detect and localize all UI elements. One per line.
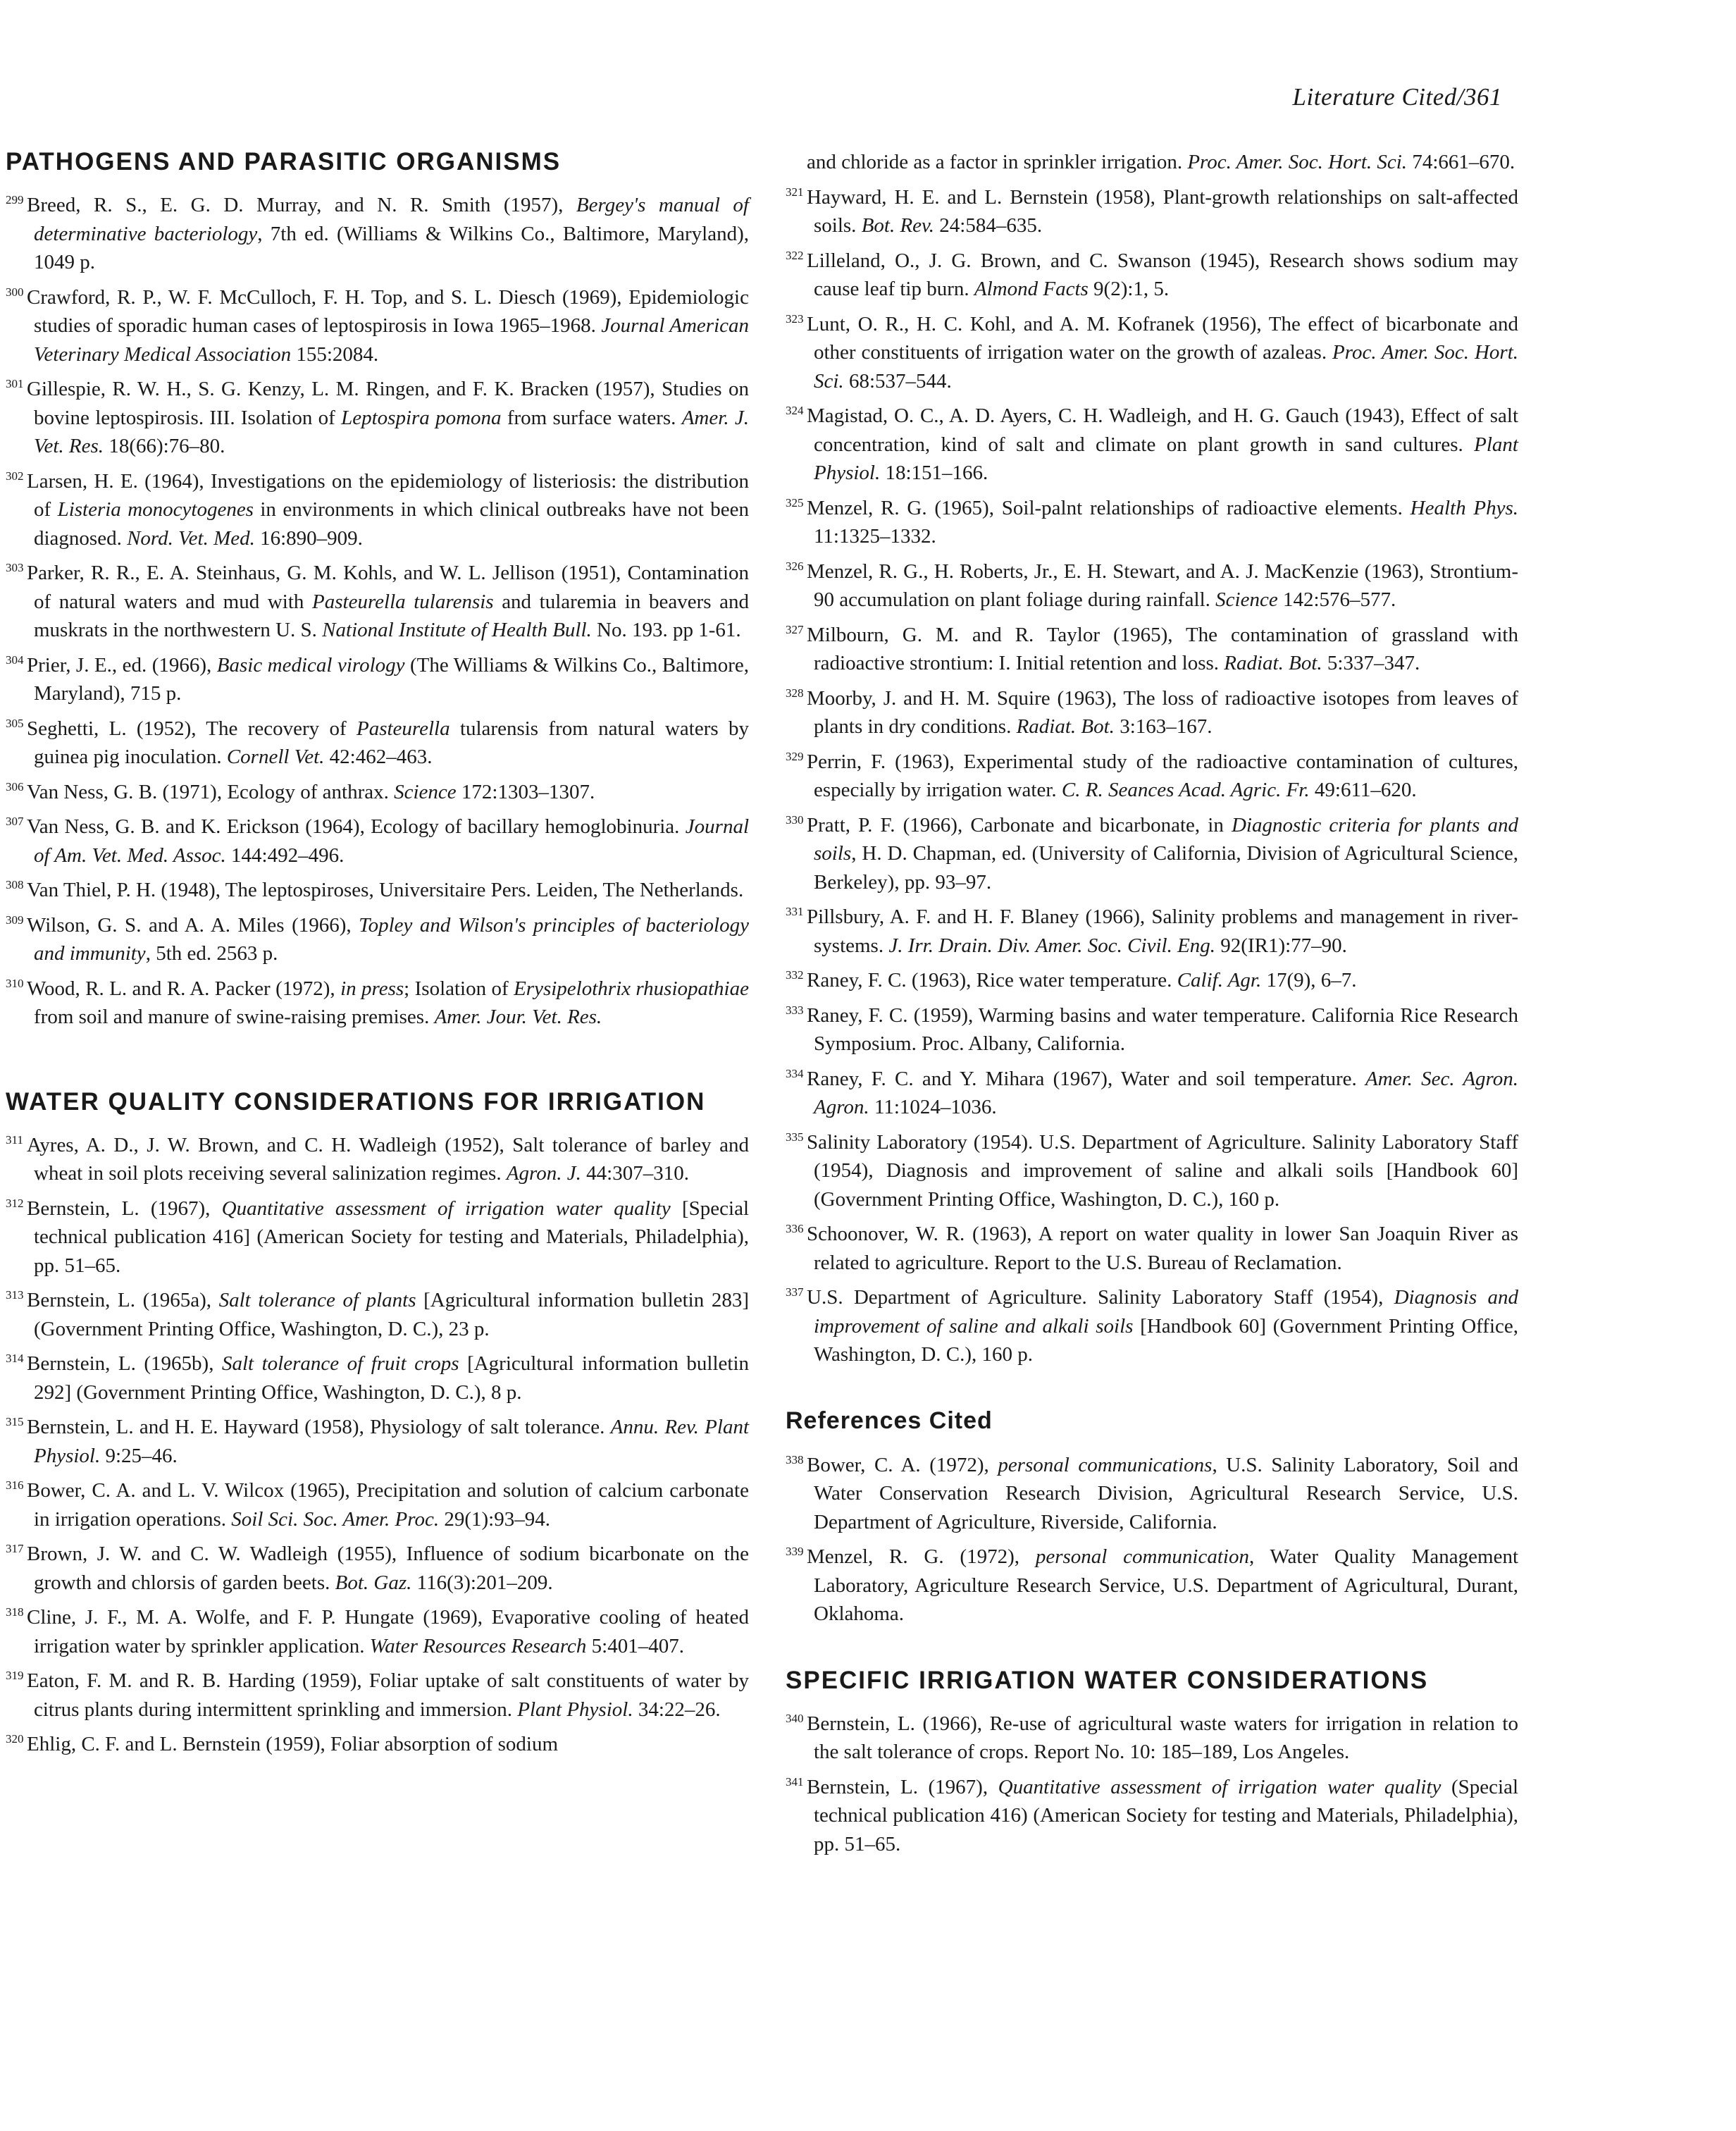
- reference-text: Lunt, O. R., H. C. Kohl, and A. M. Kofranek (1956), The effect of bicarbonate and other constituents of irrigation water on the growth of azaleas.: [807, 312, 1518, 364]
- section-title-specific-irrigation: SPECIFIC IRRIGATION WATER CONSIDERATIONS: [786, 1666, 1429, 1694]
- reference-number: 331: [786, 905, 804, 918]
- reference-number: 330: [786, 813, 804, 827]
- reference-text: Pillsbury, A. F. and H. F. Blaney (1966), Salinity problems and management in river-systems.: [807, 906, 1518, 957]
- reference-text: and tularemia in beavers and muskrats in the northwestern U. S.: [34, 590, 749, 641]
- reference-text: Menzel, R. G. (1965), Soil-palnt relationships of radioactive elements.: [807, 496, 1410, 519]
- reference-entry: [6, 646, 749, 708]
- reference-number: 314: [6, 1352, 24, 1365]
- reference-italic-text: Diagnostic criteria for plants and soils: [814, 813, 1518, 865]
- reference-text: 144:492–496.: [225, 844, 345, 867]
- reference-italic-text: Journal American Veterinary Medical Association: [34, 314, 749, 366]
- reference-number: 324: [786, 404, 804, 417]
- reference-text: Wood, R. L. and R. A. Packer (1972),: [27, 977, 341, 1000]
- reference-italic-text: Pasteurella: [356, 717, 450, 740]
- reference-entry: [6, 186, 749, 277]
- reference-list-water-quality: [6, 1126, 749, 1759]
- reference-entry: [786, 397, 1518, 488]
- reference-entry: [786, 1278, 1518, 1369]
- reference-number: 327: [786, 622, 804, 636]
- reference-text: 34:22–26.: [633, 1698, 721, 1721]
- reference-entry: [786, 961, 1518, 995]
- reference-entry: [6, 1408, 749, 1470]
- reference-entry: [6, 773, 749, 807]
- reference-text: Ehlig, C. F. and L. Bernstein (1959), Foliar absorption of sodium: [27, 1733, 559, 1755]
- reference-italic-text: Nord. Vet. Med.: [127, 526, 255, 550]
- reference-text: Perrin, F. (1963), Experimental study of the radioactive contamination of cultures, especially by irrigation water.: [807, 750, 1518, 801]
- reference-text: Gillespie, R. W. H., S. G. Kenzy, L. M. Ringen, and F. K. Bracken (1957), Studies on bovine leptospirosis. III. Isolation of: [27, 378, 749, 429]
- reference-text: 5:401–407.: [586, 1634, 684, 1657]
- reference-text: [Agricultural information bulletin 283] (Government Printing Office, Washington, D. C.), 23 p.: [34, 1289, 749, 1340]
- reference-entry: [6, 1190, 749, 1280]
- reference-italic-text: C. R. Seances Acad. Agric. Fr.: [1061, 779, 1310, 801]
- reference-italic-text: Amer. Sec. Agron. Agron.: [814, 1067, 1518, 1118]
- reference-text: Moorby, J. and H. M. Squire (1963), The loss of radioactive isotopes from leaves of plants in dry conditions.: [807, 686, 1518, 738]
- reference-number: 335: [786, 1130, 804, 1144]
- reference-text: Bower, C. A. and L. V. Wilcox (1965), Precipitation and solution of calcium carbonate in irrigation operations.: [27, 1479, 749, 1531]
- reference-text: Bernstein, L. and H. E. Hayward (1958), Physiology of salt tolerance.: [27, 1416, 611, 1438]
- reference-text: [Special technical publication 416] (American Society for testing and Materials, Philadelphia), pp. 51–65.: [34, 1197, 749, 1277]
- reference-text: (The Williams & Wilkins Co., Baltimore, Maryland), 715 p.: [34, 653, 749, 705]
- reference-list-pathogens: [6, 186, 749, 1032]
- reference-number: 312: [6, 1196, 24, 1210]
- reference-italic-text: Proc. Amer. Soc. Hort. Sci.: [814, 341, 1519, 393]
- reference-entry: [6, 1725, 749, 1759]
- reference-italic-text: Bot. Gaz.: [335, 1571, 412, 1594]
- reference-text: 68:537–544.: [843, 369, 952, 393]
- reference-text: Bernstein, L. (1965a),: [27, 1289, 219, 1311]
- reference-italic-text: Amer. Jour. Vet. Res.: [434, 1006, 602, 1028]
- reference-number: 313: [6, 1288, 24, 1302]
- reference-text: Cline, J. F., M. A. Wolfe, and F. P. Hungate (1969), Evaporative cooling of heated irrigation water by sprinkler application.: [27, 1606, 749, 1657]
- reference-number: 328: [786, 686, 804, 700]
- reference-number: 339: [786, 1545, 804, 1558]
- reference-entry: [786, 1705, 1518, 1767]
- reference-entry: [6, 808, 749, 870]
- reference-number: 322: [786, 248, 804, 262]
- reference-italic-text: Erysipelothrix rhusiopathiae: [514, 977, 749, 1000]
- reference-italic-text: Pasteurella tularensis: [312, 590, 494, 613]
- reference-number: 332: [786, 968, 804, 982]
- reference-italic-text: Radiat. Bot.: [1016, 715, 1115, 738]
- reference-text: Hayward, H. E. and L. Bernstein (1958), Plant-growth relationships on salt-affected soils.: [807, 185, 1518, 237]
- reference-italic-text: Quantitative assessment of irrigation water quality: [221, 1197, 671, 1220]
- reference-entry: [786, 1538, 1518, 1629]
- reference-number: 304: [6, 653, 24, 667]
- reference-entry: [6, 1535, 749, 1597]
- reference-text: Menzel, R. G., H. Roberts, Jr., E. H. Stewart, and A. J. MacKenzie (1963), Strontium-90 accumulation on plant foliage during rainfall.: [807, 560, 1518, 611]
- reference-text: 92(IR1):77–90.: [1215, 934, 1347, 957]
- reference-text: Breed, R. S., E. G. D. Murray, and N. R. Smith (1957),: [27, 194, 576, 216]
- reference-entry: [786, 616, 1518, 678]
- reference-number: 302: [6, 469, 24, 483]
- reference-entry: [6, 871, 749, 905]
- reference-entry: [6, 1345, 749, 1407]
- reference-entry: [6, 970, 749, 1032]
- reference-italic-text: personal communication: [1035, 1545, 1249, 1568]
- reference-italic-text: Soil Sci. Soc. Amer. Proc.: [231, 1507, 440, 1531]
- reference-text: 172:1303–1307.: [456, 780, 595, 803]
- reference-number: 303: [6, 561, 24, 574]
- reference-text: Raney, F. C. and Y. Mihara (1967), Water and soil temperature.: [807, 1067, 1365, 1090]
- reference-text: [Handbook 60] (Government Printing Office, Washington, D. C.), 160 p.: [814, 1314, 1518, 1366]
- reference-number: 317: [6, 1542, 24, 1555]
- reference-entry: [786, 743, 1518, 805]
- reference-text: 9(2):1, 5.: [1088, 278, 1170, 300]
- reference-text: 9:25–46.: [100, 1444, 178, 1467]
- reference-entry: [786, 1215, 1518, 1277]
- reference-text: 24:584–635.: [934, 214, 1043, 237]
- reference-number: 333: [786, 1003, 804, 1017]
- reference-text: and chloride as a factor in sprinkler irrigation.: [807, 151, 1188, 173]
- reference-text: 49:611–620.: [1309, 779, 1417, 801]
- reference-number: 299: [6, 193, 24, 206]
- reference-italic-text: Quantitative assessment of irrigation water quality: [998, 1775, 1442, 1798]
- reference-number: 319: [6, 1669, 24, 1682]
- reference-text: Bernstein, L. (1967),: [27, 1197, 222, 1220]
- right-column: [786, 148, 1518, 1860]
- left-column: [6, 148, 749, 1760]
- reference-text: 44:307–310.: [581, 1162, 689, 1185]
- reference-italic-text: Journal of Am. Vet. Med. Assoc.: [34, 815, 749, 867]
- reference-number: 316: [6, 1478, 24, 1492]
- reference-number: 336: [786, 1222, 804, 1235]
- reference-number: 311: [6, 1132, 23, 1147]
- subsection-title-references-cited: References Cited: [786, 1407, 993, 1434]
- reference-text: , U.S. Salinity Laboratory, Soil and Water Conservation Research Division, Agricultural Research Service, U.S. Department of Agriculture, Riverside, California.: [814, 1453, 1518, 1533]
- reference-text: 18(66):76–80.: [104, 435, 225, 457]
- reference-italic-text: Calif. Agr.: [1177, 969, 1262, 992]
- reference-italic-text: Leptospira pomona: [341, 406, 502, 429]
- reference-italic-text: Science: [394, 780, 457, 803]
- reference-entry: [6, 1598, 749, 1660]
- reference-text: Wilson, G. S. and A. A. Miles (1966),: [27, 913, 359, 937]
- reference-entry: [786, 242, 1518, 304]
- reference-italic-text: Almond Facts: [974, 278, 1089, 300]
- reference-number: 315: [6, 1415, 24, 1428]
- reference-text: Van Ness, G. B. (1971), Ecology of anthrax.: [27, 780, 395, 803]
- reference-text: Parker, R. R., E. A. Steinhaus, G. M. Kohls, and W. L. Jellison (1951), Contamination of natural waters and mud with: [27, 562, 749, 613]
- reference-number: 307: [6, 815, 24, 828]
- reference-italic-text: Bot. Rev.: [861, 214, 935, 237]
- reference-text: Larsen, H. E. (1964), Investigations on the epidemiology of listeriosis: the distribution of: [27, 469, 749, 521]
- reference-text: , Water Quality Management Laboratory, Agriculture Research Service, U.S. Department of Agricultural, Durant, Oklahoma.: [814, 1545, 1519, 1625]
- reference-text: 11:1325–1332.: [814, 525, 936, 548]
- reference-text: Magistad, O. C., A. D. Ayers, C. H. Wadleigh, and H. G. Gauch (1943), Effect of salt concentration, kind of salt and climate on plant growth in sand cultures.: [807, 404, 1518, 456]
- reference-number: 318: [6, 1605, 24, 1619]
- reference-text: , 5th ed. 2563 p.: [145, 942, 278, 965]
- reference-number: 310: [6, 976, 24, 990]
- reference-text: (Special technical publication 416) (American Society for testing and Materials, Philadelphia), pp. 51–65.: [814, 1775, 1519, 1855]
- reference-text: Lilleland, O., J. G. Brown, and C. Swanson (1945), Research shows sodium may cause leaf tip burn.: [807, 249, 1518, 300]
- reference-text: Van Thiel, P. H. (1948), The leptospiroses, Universitaire Pers. Leiden, The Netherlands.: [27, 879, 744, 901]
- reference-italic-text: Cornell Vet.: [226, 746, 325, 768]
- running-head: Literature Cited/361: [1292, 83, 1502, 111]
- reference-text: Menzel, R. G. (1972),: [807, 1545, 1036, 1568]
- reference-text: Raney, F. C. (1959), Warming basins and water temperature. California Rice Research Symposium. Proc. Albany, California.: [807, 1003, 1518, 1055]
- reference-text: Bernstein, L. (1965b),: [27, 1352, 222, 1375]
- reference-number: 309: [6, 913, 24, 927]
- reference-entry: [6, 462, 749, 553]
- reference-list-references-cited: [786, 1446, 1518, 1629]
- reference-text: , H. D. Chapman, ed. (University of California, Division of Agricultural Science, Berkeley), pp. 93–97.: [814, 842, 1518, 894]
- reference-number: 300: [6, 285, 24, 299]
- reference-text: Pratt, P. F. (1966), Carbonate and bicarbonate, in: [807, 813, 1232, 836]
- reference-italic-text: Agron. J.: [506, 1162, 581, 1185]
- reference-text: in environments in which clinical outbreaks have not been diagnosed.: [34, 498, 749, 550]
- reference-italic-text: Proc. Amer. Soc. Hort. Sci.: [1187, 151, 1408, 173]
- reference-text: 42:462–463.: [324, 746, 433, 768]
- section-title-pathogens: PATHOGENS AND PARASITIC ORGANISMS: [6, 148, 562, 175]
- reference-entry: [6, 1126, 749, 1188]
- reference-number: 306: [6, 779, 24, 793]
- reference-text: U.S. Department of Agriculture. Salinity Laboratory Staff (1954),: [807, 1286, 1394, 1309]
- reference-text: Milbourn, G. M. and R. Taylor (1965), The contamination of grassland with radioactive strontium: I. Initial retention and loss.: [807, 623, 1518, 674]
- reference-number: 301: [6, 377, 24, 390]
- reference-entry: [786, 489, 1518, 551]
- reference-text: Bernstein, L. (1967),: [807, 1775, 998, 1798]
- reference-italic-text: Annu. Rev. Plant Physiol.: [34, 1416, 750, 1467]
- reference-entry: [6, 1662, 749, 1724]
- reference-text: Schoonover, W. R. (1963), A report on water quality in lower San Joaquin River as related to agriculture. Report to the U.S. Bureau of Reclamation.: [807, 1223, 1518, 1274]
- reference-italic-text: Plant Physiol.: [517, 1698, 633, 1721]
- reference-text: 17(9), 6–7.: [1261, 969, 1357, 992]
- reference-entry: [786, 552, 1518, 614]
- reference-text: No. 193. pp 1-61.: [591, 619, 741, 641]
- reference-entry: [786, 1123, 1518, 1214]
- reference-italic-text: Bergey's manual of determinative bacteriology: [34, 194, 749, 245]
- reference-text: 5:337–347.: [1322, 652, 1420, 674]
- reference-text: 155:2084.: [291, 342, 379, 366]
- reference-number: 340: [786, 1711, 804, 1725]
- reference-italic-text: Basic medical virology: [216, 653, 405, 677]
- reference-italic-text: National Institute of Health Bull.: [322, 619, 592, 641]
- reference-text: Raney, F. C. (1963), Rice water temperature.: [807, 969, 1177, 992]
- reference-text: Prier, J. E., ed. (1966),: [27, 653, 217, 677]
- reference-entry: [6, 370, 749, 461]
- reference-text: 18:151–166.: [880, 462, 988, 484]
- reference-text: Brown, J. W. and C. W. Wadleigh (1955), Influence of sodium bicarbonate on the growth and chlorsis of garden beets.: [27, 1543, 749, 1594]
- reference-text: 29(1):93–94.: [439, 1507, 550, 1531]
- reference-text: from surface waters.: [501, 406, 682, 429]
- reference-number: 321: [786, 185, 804, 199]
- reference-italic-text: Diagnosis and improvement of saline and alkali soils: [814, 1286, 1518, 1338]
- reference-number: 338: [786, 1452, 804, 1466]
- reference-text: Ayres, A. D., J. W. Brown, and C. H. Wadleigh (1952), Salt tolerance of barley and wheat in soil plots receiving several salinization regimes.: [27, 1133, 749, 1185]
- reference-entry: [6, 710, 749, 772]
- reference-text: Seghetti, L. (1952), The recovery of: [27, 717, 356, 740]
- reference-text: tularensis from natural waters by guinea pig inoculation.: [34, 717, 749, 768]
- reference-text: Bernstein, L. (1966), Re-use of agricultural waste waters for irrigation in relation to the salt tolerance of crops. Report No. 10: 185–189, Los Angeles.: [807, 1712, 1518, 1763]
- reference-text: Crawford, R. P., W. F. McCulloch, F. H. Top, and S. L. Diesch (1969), Epidemiologic studies of sporadic human cases of leptospirosis in Iowa 1965–1968.: [27, 285, 749, 337]
- reference-italic-text: Water Resources Research: [369, 1634, 587, 1657]
- reference-text: from soil and manure of swine-raising premises.: [34, 1006, 435, 1028]
- reference-number: 329: [786, 749, 804, 763]
- reference-text: Bower, C. A. (1972),: [807, 1453, 998, 1476]
- reference-text: 3:163–167.: [1114, 715, 1213, 738]
- reference-entry: [786, 1446, 1518, 1537]
- reference-text: Salinity Laboratory (1954). U.S. Department of Agriculture. Salinity Laboratory Staff (1954), Diagnosis and improvement of saline and alkali soils [Handbook 60] (Government Printing Office, Washington, D. C.), 160 p.: [807, 1130, 1518, 1211]
- reference-entry: [6, 554, 749, 645]
- reference-italic-text: Amer. J. Vet. Res.: [34, 406, 749, 457]
- reference-entry: [786, 996, 1518, 1058]
- reference-number: 323: [786, 311, 804, 326]
- reference-number: 305: [6, 716, 24, 730]
- reference-entry: [6, 278, 749, 369]
- reference-text: [Agricultural information bulletin 292] (Government Printing Office, Washington, D. C.), 8 p.: [34, 1352, 749, 1404]
- reference-text: 16:890–909.: [254, 526, 363, 550]
- section-title-water-quality: WATER QUALITY CONSIDERATIONS FOR IRRIGATION: [6, 1087, 706, 1116]
- reference-italic-text: Science: [1215, 588, 1278, 611]
- reference-italic-text: Salt tolerance of plants: [218, 1289, 416, 1311]
- reference-number: 337: [786, 1285, 804, 1299]
- reference-italic-text: in press: [340, 977, 404, 1000]
- reference-entry: [6, 1281, 749, 1343]
- reference-entry: [6, 906, 749, 968]
- reference-list-specific-irrigation: [786, 1705, 1518, 1859]
- reference-number: 341: [786, 1774, 804, 1789]
- reference-text: 74:661–670.: [1407, 151, 1515, 173]
- reference-number: 308: [6, 878, 24, 891]
- reference-entry: [786, 806, 1518, 897]
- reference-italic-text: Radiat. Bot.: [1224, 652, 1322, 674]
- reference-italic-text: personal communications: [998, 1453, 1213, 1476]
- reference-text: 116(3):201–209.: [411, 1571, 553, 1594]
- reference-entry: [786, 1768, 1518, 1859]
- reference-entry: [786, 148, 1518, 177]
- reference-entry: [6, 1471, 749, 1533]
- reference-list-continued: [786, 148, 1518, 1369]
- reference-italic-text: Salt tolerance of fruit crops: [221, 1352, 459, 1375]
- reference-italic-text: Health Phys.: [1410, 496, 1518, 519]
- reference-number: 320: [6, 1732, 24, 1746]
- reference-number: 334: [786, 1066, 804, 1080]
- reference-entry: [786, 898, 1518, 960]
- reference-text: ; Isolation of: [404, 977, 514, 1000]
- reference-text: 11:1024–1036.: [869, 1096, 997, 1118]
- reference-text: 142:576–577.: [1277, 588, 1396, 611]
- reference-text: Van Ness, G. B. and K. Erickson (1964), Ecology of bacillary hemoglobinuria.: [27, 815, 686, 838]
- reference-entry: [786, 679, 1518, 741]
- reference-entry: [786, 178, 1518, 240]
- reference-italic-text: J. Irr. Drain. Div. Amer. Soc. Civil. Eng.: [888, 934, 1216, 957]
- reference-number: 325: [786, 495, 804, 509]
- reference-italic-text: Listeria monocytogenes: [57, 498, 254, 521]
- reference-entry: [786, 305, 1518, 396]
- reference-number: 326: [786, 559, 804, 573]
- reference-text: , 7th ed. (Williams & Wilkins Co., Baltimore, Maryland), 1049 p.: [34, 222, 750, 273]
- reference-italic-text: Topley and Wilson's principles of bacteriology and immunity: [34, 913, 749, 965]
- reference-italic-text: Plant Physiol.: [814, 433, 1518, 484]
- reference-entry: [786, 1060, 1518, 1122]
- reference-text: Eaton, F. M. and R. B. Harding (1959), Foliar uptake of salt constituents of water by citrus plants during intermittent sprinkling and immersion.: [27, 1669, 749, 1721]
